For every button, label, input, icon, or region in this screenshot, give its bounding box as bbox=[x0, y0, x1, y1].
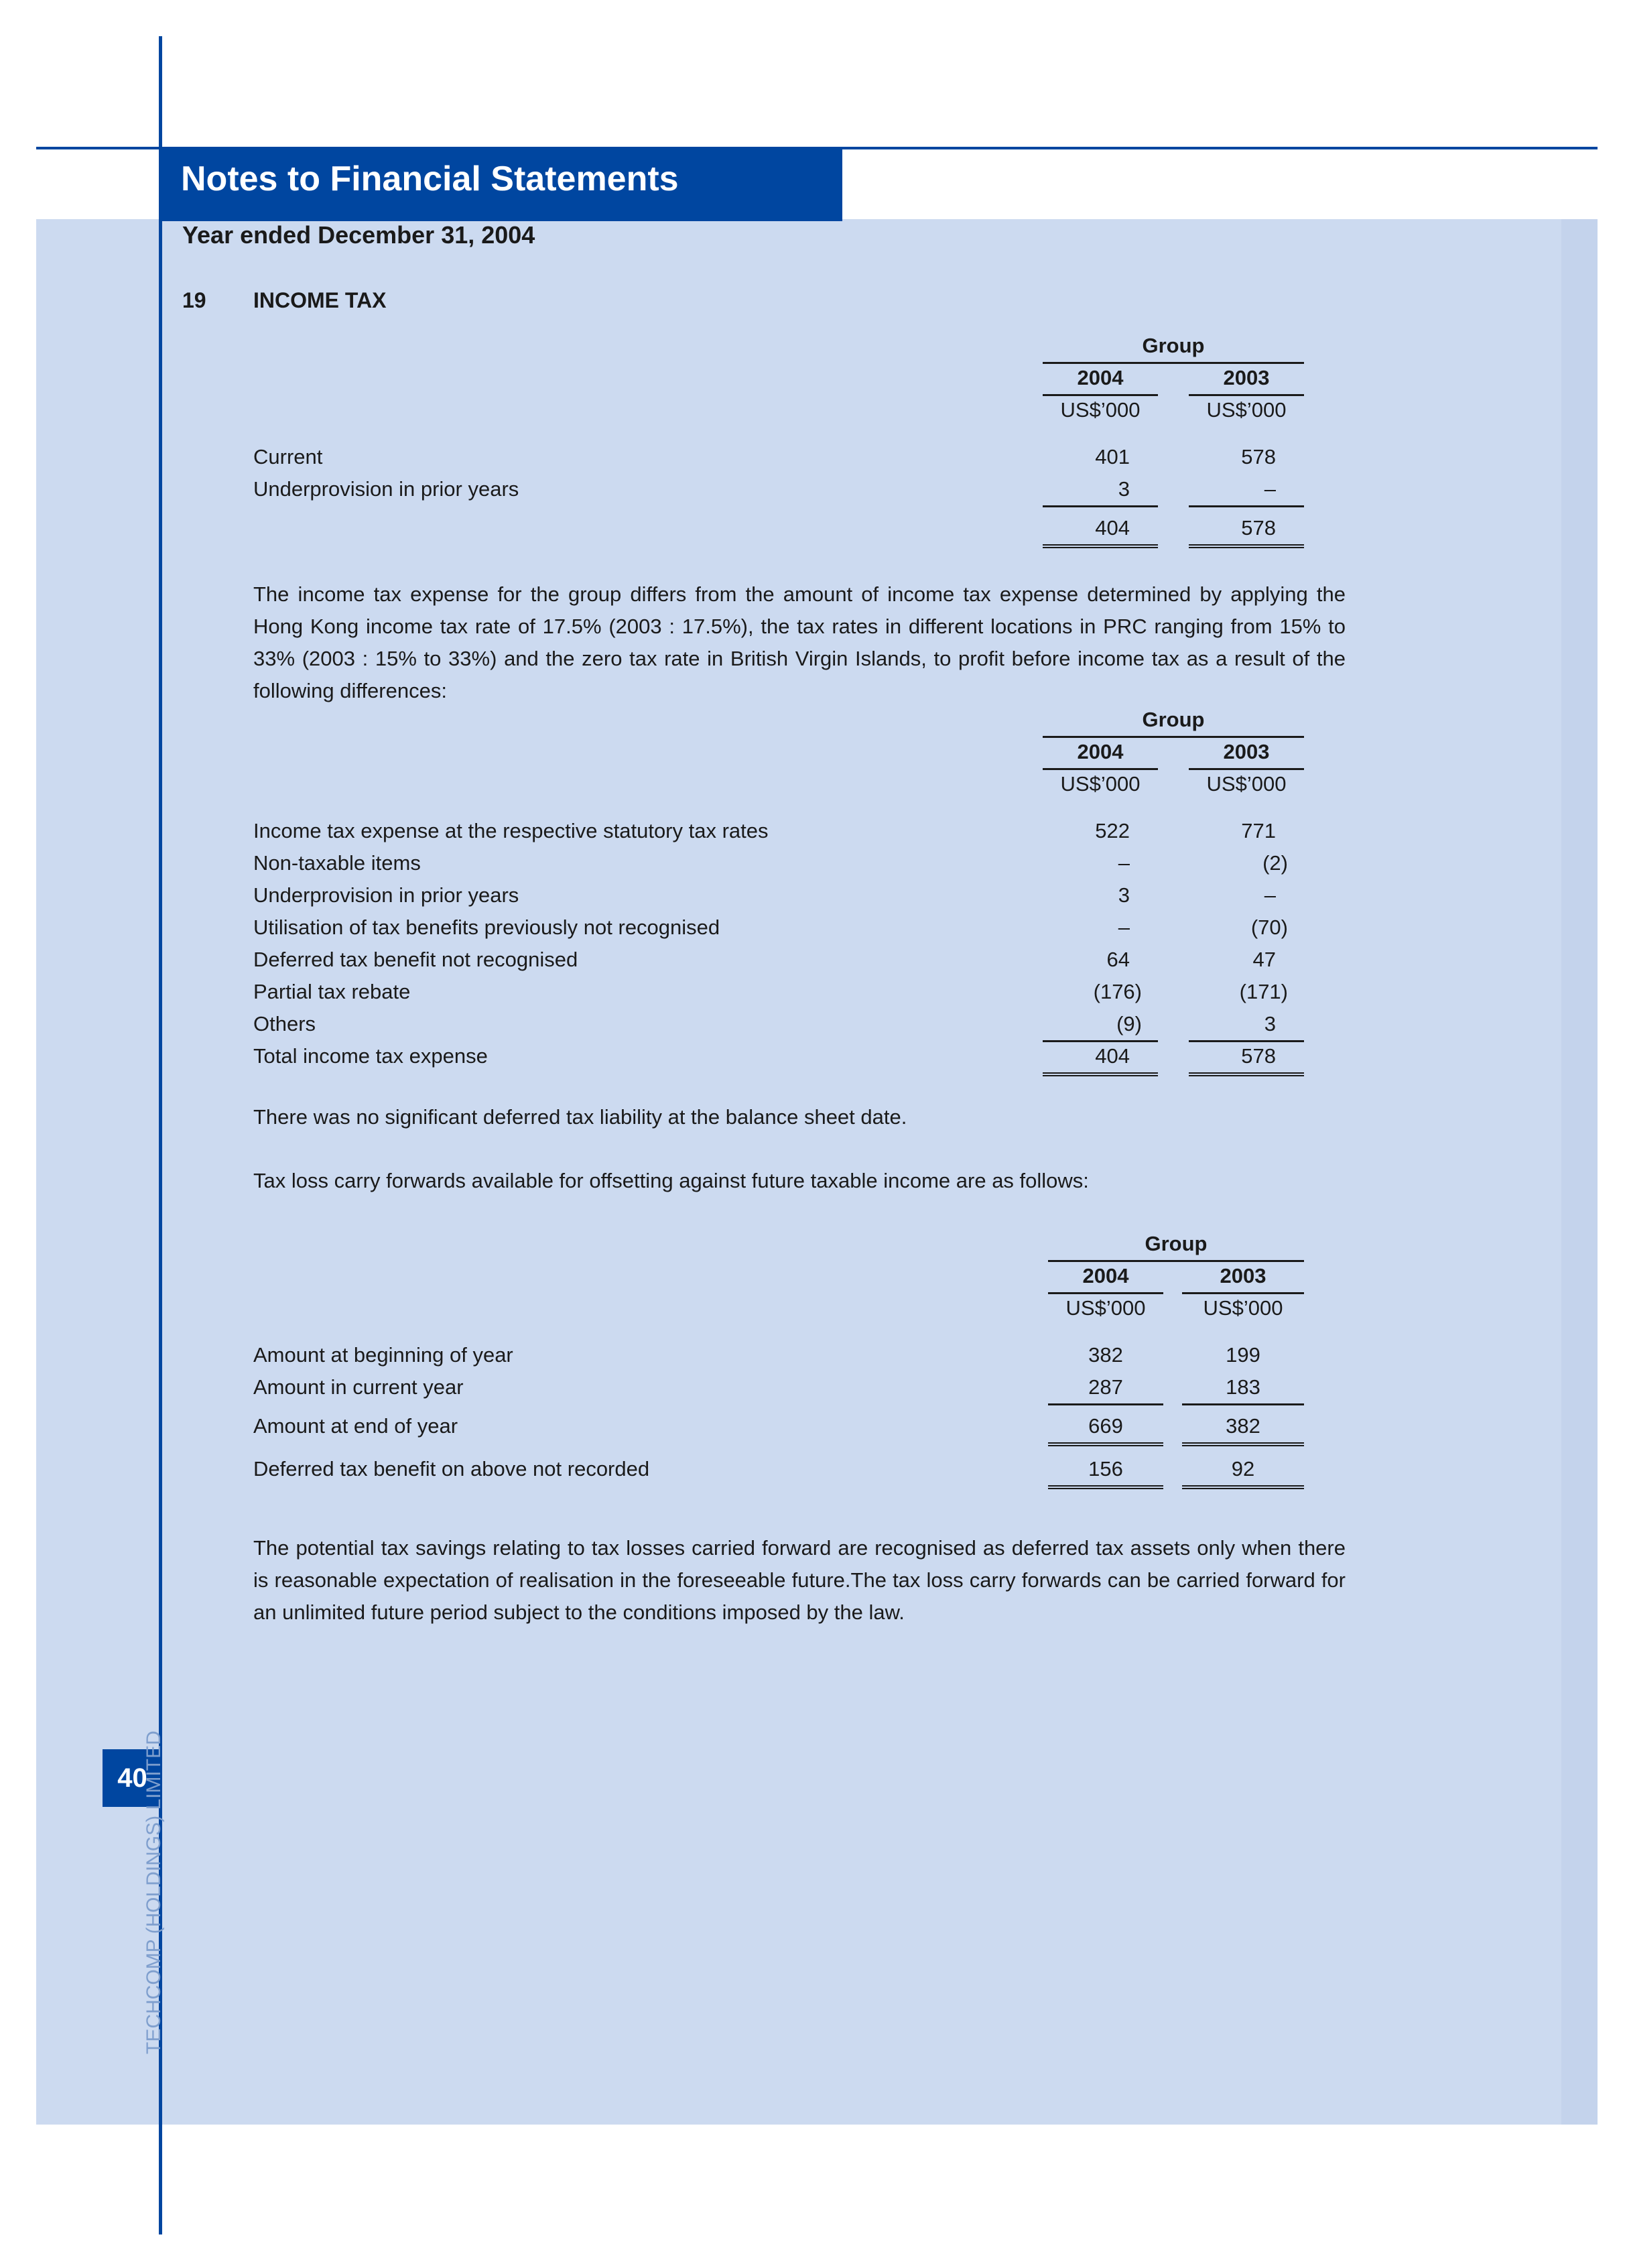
table-row bbox=[253, 976, 1346, 1008]
tax-loss-table bbox=[253, 1228, 1346, 1485]
group-header: Group bbox=[1048, 1228, 1304, 1262]
value-2004-text: 3 bbox=[1118, 477, 1130, 501]
table-header-units bbox=[253, 1292, 1346, 1324]
table-header-group bbox=[253, 1228, 1346, 1260]
value-2003-text: 3 bbox=[1264, 1012, 1276, 1035]
row-label: Total income tax expense bbox=[253, 1044, 488, 1068]
value-2003: 92 bbox=[1182, 1453, 1304, 1489]
year-2003-header: 2003 bbox=[1189, 362, 1304, 396]
value-2004 bbox=[1043, 473, 1158, 507]
value-2004: 401 bbox=[1095, 445, 1130, 468]
table-row bbox=[253, 911, 1346, 944]
table-row bbox=[253, 879, 1346, 911]
table-deferred-row bbox=[253, 1453, 1346, 1485]
unit-2003: US$’000 bbox=[1203, 1296, 1283, 1320]
table-row bbox=[253, 1371, 1346, 1403]
content-background-strip bbox=[1561, 219, 1598, 2125]
row-label: Current bbox=[253, 445, 323, 468]
group-header: Group bbox=[1043, 330, 1304, 364]
income-tax-table bbox=[253, 330, 1346, 544]
table-header-units bbox=[253, 768, 1346, 800]
row-label: Income tax expense at the respective statutory tax rates bbox=[253, 819, 769, 842]
table-row bbox=[253, 847, 1346, 879]
value-2004: – bbox=[1118, 916, 1130, 939]
table-header-units bbox=[253, 394, 1346, 426]
value-2004: 522 bbox=[1095, 819, 1130, 842]
year-2004-header: 2004 bbox=[1043, 362, 1158, 396]
table-row bbox=[253, 1339, 1346, 1371]
page-number: 40 bbox=[103, 1749, 162, 1807]
value-2004: 382 bbox=[1088, 1343, 1123, 1367]
value-2003 bbox=[1189, 473, 1304, 507]
page-subtitle: Year ended December 31, 2004 bbox=[182, 221, 535, 249]
tax-reconciliation-table bbox=[253, 704, 1346, 1072]
value-2003: 199 bbox=[1226, 1343, 1260, 1367]
page-title: Notes to Financial Statements bbox=[181, 160, 679, 198]
unit-2003: US$’000 bbox=[1206, 772, 1287, 796]
row-label: Underprovision in prior years bbox=[253, 883, 519, 907]
value-2003-text: – bbox=[1264, 477, 1276, 501]
value-2004: 669 bbox=[1048, 1410, 1163, 1446]
total-2004-text: 404 bbox=[1095, 1044, 1130, 1068]
row-label: Deferred tax benefit on above not recorded bbox=[253, 1457, 650, 1480]
table-row bbox=[253, 441, 1346, 473]
company-name: TECHCOMP (HOLDINGS) LIMITED bbox=[143, 1730, 165, 2054]
value-2003: (2) bbox=[1262, 851, 1288, 875]
total-2003 bbox=[1189, 1040, 1304, 1076]
value-2003 bbox=[1189, 1008, 1304, 1042]
row-label: Amount at end of year bbox=[253, 1414, 458, 1438]
table-header-years bbox=[253, 1260, 1346, 1292]
table-header-group bbox=[253, 704, 1346, 736]
note-number: 19 bbox=[182, 288, 206, 312]
value-2004: 287 bbox=[1048, 1371, 1163, 1405]
value-2004: 64 bbox=[1106, 948, 1130, 971]
unit-2003: US$’000 bbox=[1206, 398, 1287, 422]
table-row bbox=[253, 473, 1346, 505]
table-row bbox=[253, 944, 1346, 976]
value-2003: – bbox=[1264, 883, 1276, 907]
value-2003: 771 bbox=[1241, 819, 1276, 842]
value-2004: (176) bbox=[1093, 980, 1142, 1003]
total-2003 bbox=[1189, 512, 1304, 548]
value-2003: 47 bbox=[1252, 948, 1276, 971]
row-label: Amount at beginning of year bbox=[253, 1343, 513, 1367]
value-2003: 578 bbox=[1241, 445, 1276, 468]
year-2003-header: 2003 bbox=[1182, 1260, 1304, 1294]
value-2003: 183 bbox=[1182, 1371, 1304, 1405]
group-header: Group bbox=[1043, 704, 1304, 738]
row-label: Others bbox=[253, 1012, 316, 1035]
year-2004-header: 2004 bbox=[1048, 1260, 1163, 1294]
year-2003-header: 2003 bbox=[1189, 736, 1304, 770]
table-header-group bbox=[253, 330, 1346, 362]
paragraph-deferred-liability: There was no significant deferred tax liability at the balance sheet date. bbox=[253, 1105, 907, 1129]
value-2003: (171) bbox=[1239, 980, 1288, 1003]
row-label: Non-taxable items bbox=[253, 851, 421, 875]
value-2003: 382 bbox=[1182, 1410, 1304, 1446]
value-2004 bbox=[1043, 1008, 1158, 1042]
paragraph-tax-loss-intro: Tax loss carry forwards available for offsetting against future taxable income are as follows: bbox=[253, 1169, 1089, 1192]
table-header-years bbox=[253, 362, 1346, 394]
table-total-row bbox=[253, 512, 1346, 544]
note-title: INCOME TAX bbox=[253, 288, 387, 312]
table-end-row bbox=[253, 1410, 1346, 1442]
table-header-years bbox=[253, 736, 1346, 768]
row-label: Partial tax rebate bbox=[253, 980, 411, 1003]
row-label: Deferred tax benefit not recognised bbox=[253, 948, 578, 971]
table-row bbox=[253, 1008, 1346, 1040]
total-2004-text: 404 bbox=[1095, 516, 1130, 540]
row-label: Amount in current year bbox=[253, 1375, 464, 1399]
unit-2004: US$’000 bbox=[1060, 772, 1141, 796]
value-2003: (70) bbox=[1250, 916, 1288, 939]
row-label: Utilisation of tax benefits previously not recognised bbox=[253, 916, 720, 939]
paragraph-tax-savings: The potential tax savings relating to tax losses carried forward are recognised as deferred tax assets only when there is reasonable expectation of realisation in the foreseeable future.The tax loss carry forwards can be carried forward for an unlimited future period subject to the conditions imposed by the law. bbox=[253, 1536, 1346, 1624]
table-total-row bbox=[253, 1040, 1346, 1072]
value-2004-text: (9) bbox=[1116, 1012, 1142, 1035]
value-2004: 3 bbox=[1118, 883, 1130, 907]
year-2004-header: 2004 bbox=[1043, 736, 1158, 770]
total-2004 bbox=[1043, 1040, 1158, 1076]
total-2003-text: 578 bbox=[1241, 1044, 1276, 1068]
row-label: Underprovision in prior years bbox=[253, 477, 519, 501]
total-2003-text: 578 bbox=[1241, 516, 1276, 540]
unit-2004: US$’000 bbox=[1060, 398, 1141, 422]
unit-2004: US$’000 bbox=[1065, 1296, 1146, 1320]
total-2004 bbox=[1043, 512, 1158, 548]
table-row bbox=[253, 815, 1346, 847]
paragraph-tax-reconciliation: The income tax expense for the group differs from the amount of income tax expense determined by applying the Hong Kong income tax rate of 17.5% (2003 : 17.5%), the tax rates in different locations in PRC ranging from 15% to 33% (2003 : 15% to 33%) and the zero tax rate in British Virgin Islands, to profit before income tax as a result of the following differences: bbox=[253, 582, 1346, 702]
value-2004: 156 bbox=[1048, 1453, 1163, 1489]
value-2004: – bbox=[1118, 851, 1130, 875]
